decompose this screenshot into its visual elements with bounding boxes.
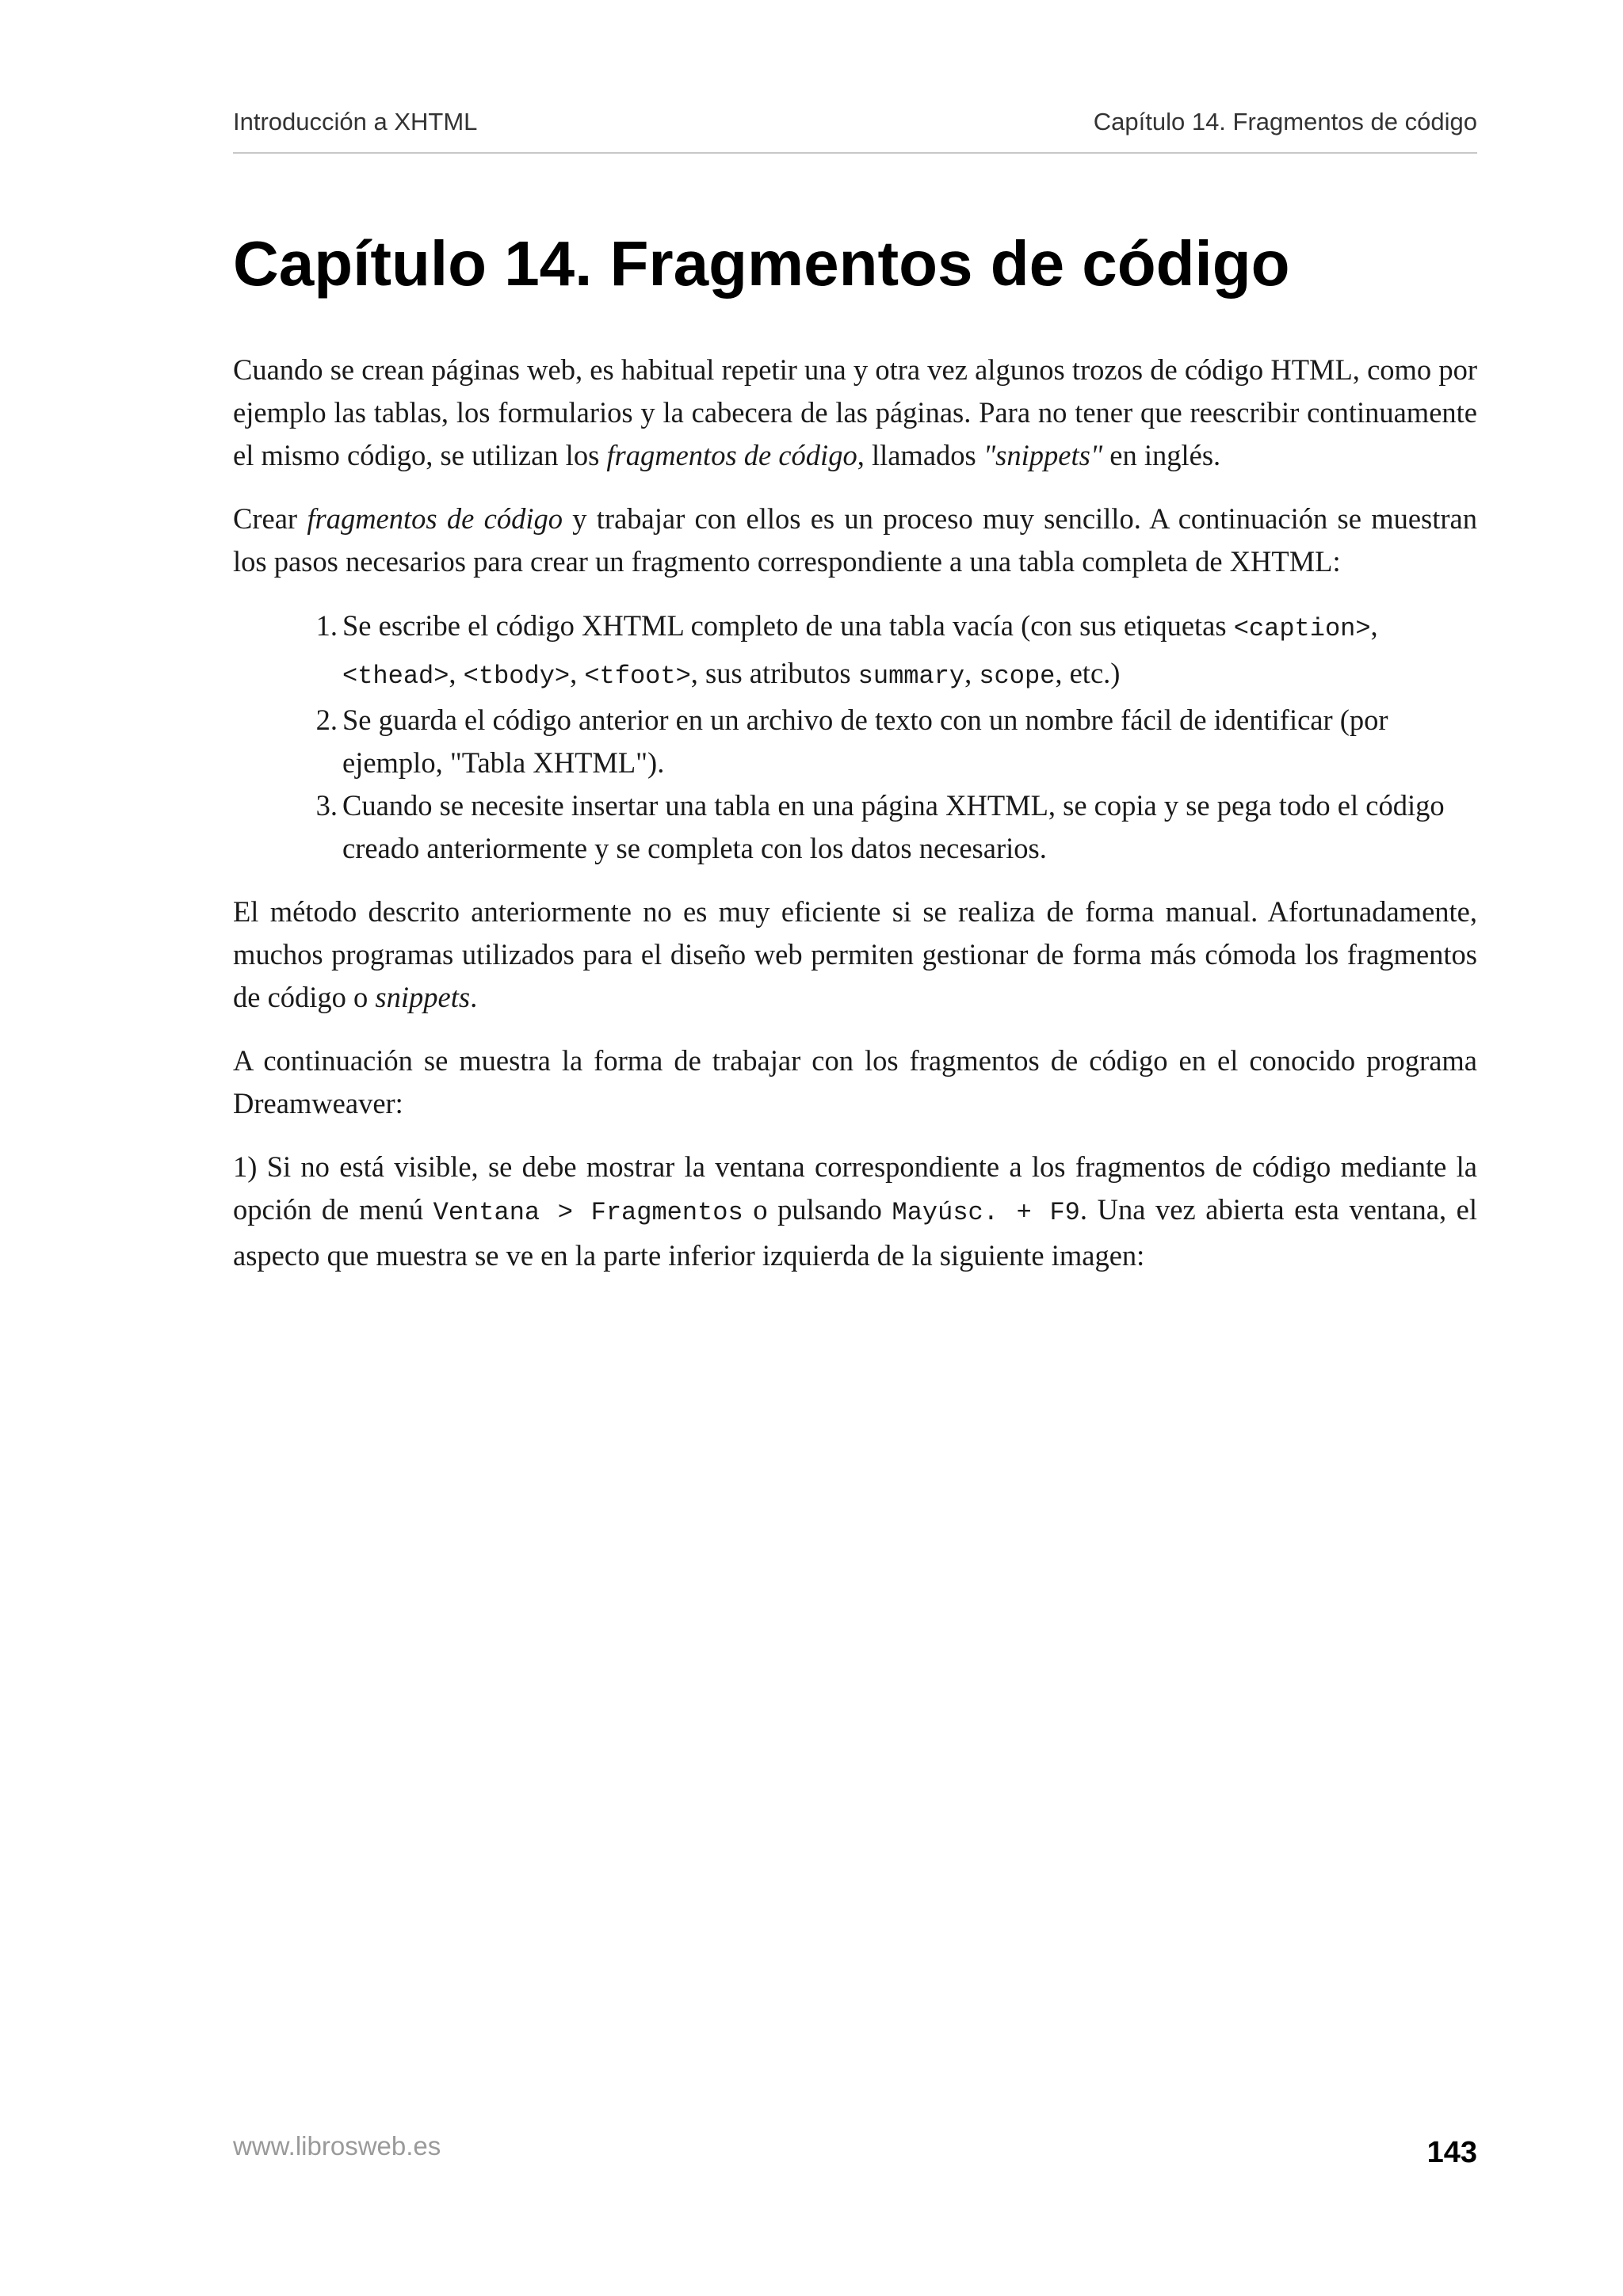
intro-text-3: en inglés. — [1102, 439, 1221, 471]
footer-website-url: www.librosweb.es — [233, 2131, 441, 2161]
page-number: 143 — [1426, 2136, 1477, 2169]
paragraph-steps-intro — [233, 498, 1477, 583]
list-item-step-1 — [315, 604, 1477, 699]
step-number: 3. — [315, 789, 338, 822]
intro-emphasis-2: "snippets" — [983, 439, 1103, 471]
code-thead: <thead> — [342, 662, 449, 691]
para5-text-1: 1) Si no está visible, se debe mostrar la ventana correspondiente a los fragmentos de código mediante la opción de menú — [233, 1150, 1477, 1226]
para2-text-2: y trabajar con ellos es un proceso muy sencillo. A continuación se muestran los pasos necesarios para crear un fragmento correspondiente a una tabla completa de XHTML: — [233, 502, 1478, 578]
paragraph-step-show-window — [233, 1146, 1477, 1277]
step-1-separator: , — [1370, 609, 1378, 642]
code-tbody: <tbody> — [463, 662, 571, 691]
list-item-step-3 — [315, 784, 1477, 870]
para5-text-2: o pulsando — [743, 1193, 892, 1226]
para2-text-1: Crear — [233, 502, 307, 535]
para3-text-1: El método descrito anteriormente no es muy eficiente si se realiza de forma manual. Afortunadamente, muchos programas utilizados para el diseño web permiten gestionar de forma más cómoda los fragmentos de código o — [233, 895, 1477, 1013]
code-scope: scope — [979, 662, 1056, 691]
para5-text-3: . Una vez abierta esta ventana, el aspecto que muestra se ve en la parte inferior izquierda de la siguiente imagen: — [233, 1193, 1478, 1272]
step-number: 2. — [315, 704, 338, 736]
paragraph-intro — [233, 349, 1477, 477]
step-1-separator: , — [964, 657, 980, 689]
para3-emphasis-1: snippets — [375, 981, 471, 1013]
step-1-text: , etc.) — [1055, 657, 1121, 689]
intro-text-1: Cuando se crean páginas web, es habitual repetir una y otra vez algunos trozos de código HTML, como por ejemplo las tablas, los formularios y la cabecera de las páginas. Para no tener que reescribir continuamente el mismo código, se utilizan los — [233, 353, 1477, 471]
step-1-text: Se escribe el código XHTML completo de una tabla vacía (con sus etiquetas — [342, 609, 1234, 642]
step-number: 1. — [315, 609, 338, 642]
steps-list — [233, 604, 1477, 870]
step-1-separator: , — [570, 657, 585, 689]
running-header — [233, 108, 1477, 154]
code-caption: <caption> — [1233, 614, 1371, 643]
code-menu-path: Ventana > Fragmentos — [433, 1198, 743, 1227]
paragraph-manual-method — [233, 891, 1477, 1019]
step-1-separator: , — [449, 657, 464, 689]
step-3-text: Cuando se necesite insertar una tabla en una página XHTML, se copia y se pega todo el código creado anteriormente y se completa con los datos necesarios. — [342, 789, 1445, 864]
para2-emphasis-1: fragmentos de código — [307, 502, 563, 535]
intro-emphasis-1: fragmentos de código — [606, 439, 857, 471]
code-summary: summary — [857, 662, 965, 691]
chapter-title: Capítulo 14. Fragmentos de código — [233, 228, 1290, 299]
step-1-text: , sus atributos — [690, 657, 858, 689]
header-book-title: Introducción a XHTML — [233, 108, 478, 135]
step-2-text: Se guarda el código anterior en un archivo de texto con un nombre fácil de identificar (por ejemplo, "Tabla XHTML"). — [342, 704, 1388, 779]
paragraph-dreamweaver-intro: A continuación se muestra la forma de trabajar con los fragmentos de código en el conocido programa Dreamweaver: — [233, 1044, 1477, 1119]
body-text — [233, 349, 1477, 1298]
code-tfoot: <tfoot> — [584, 662, 691, 691]
intro-text-2: , llamados — [857, 439, 983, 471]
header-chapter-title: Capítulo 14. Fragmentos de código — [1093, 108, 1477, 135]
list-item-step-2 — [315, 699, 1477, 784]
code-shortcut: Mayúsc. + F9 — [892, 1198, 1080, 1227]
para3-text-2: . — [470, 981, 478, 1013]
